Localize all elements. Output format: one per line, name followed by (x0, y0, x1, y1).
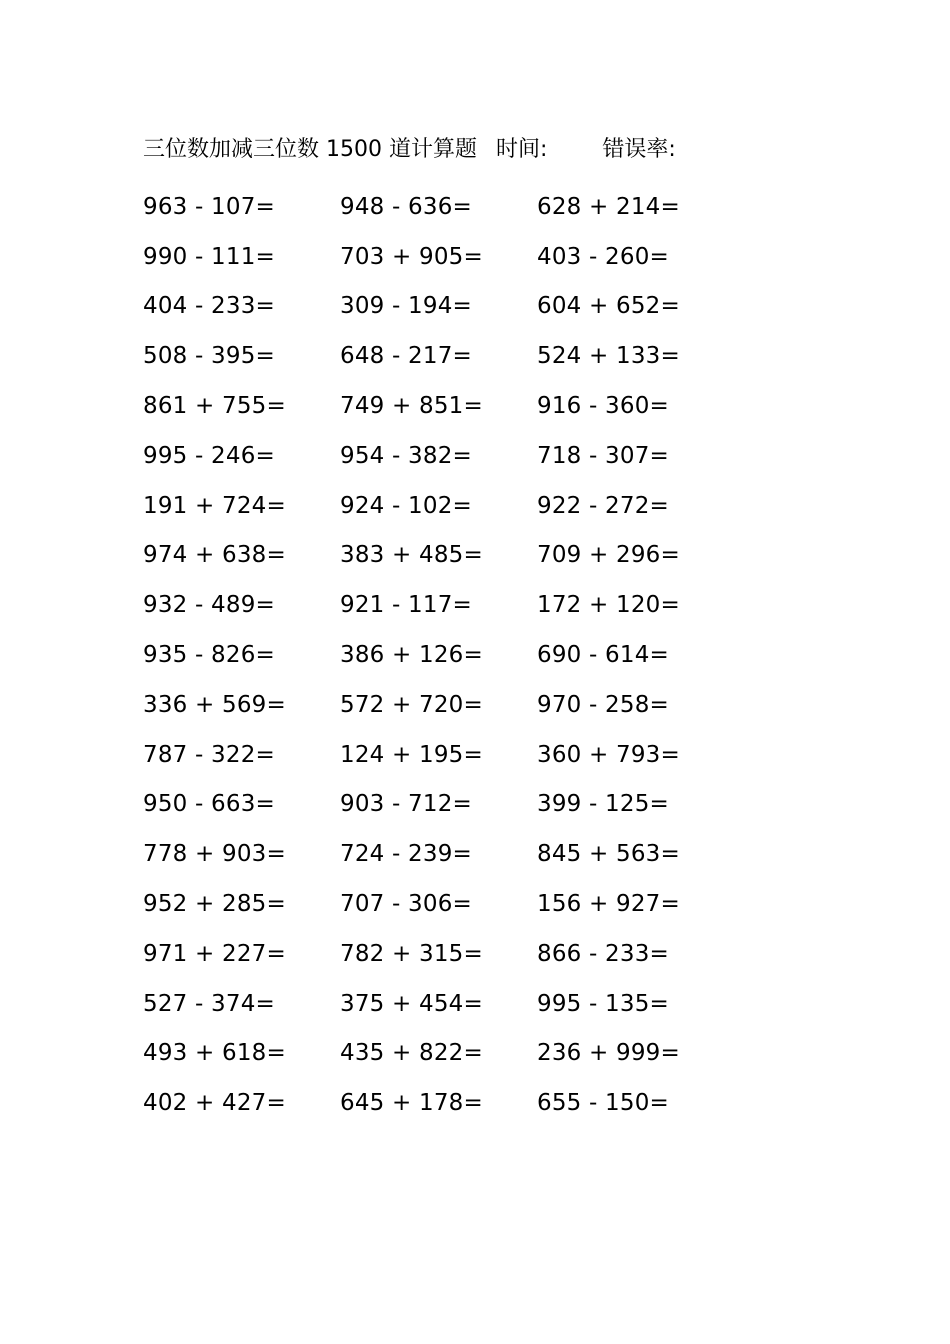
math-problem: 524 + 133= (537, 343, 680, 370)
math-problem: 236 + 999= (537, 1040, 680, 1067)
math-problem: 921 - 117= (340, 592, 472, 619)
math-problem: 690 - 614= (537, 642, 669, 669)
math-problem: 954 - 382= (340, 442, 472, 469)
math-problem: 718 - 307= (537, 442, 669, 469)
math-problem: 402 + 427= (143, 1090, 286, 1117)
math-problem: 963 - 107= (143, 193, 275, 220)
math-problem: 749 + 851= (340, 393, 483, 420)
problem-row (143, 282, 763, 332)
problem-row (143, 381, 763, 431)
math-problem: 403 - 260= (537, 243, 669, 270)
math-problem: 778 + 903= (143, 841, 286, 868)
math-problem: 995 - 135= (537, 990, 669, 1017)
math-problem: 845 + 563= (537, 841, 680, 868)
math-problem: 156 + 927= (537, 891, 680, 918)
math-problem: 172 + 120= (537, 592, 680, 619)
math-problem: 572 + 720= (340, 691, 483, 718)
math-problem: 435 + 822= (340, 1040, 483, 1067)
math-problem: 935 - 826= (143, 642, 275, 669)
math-problem: 995 - 246= (143, 442, 275, 469)
problem-row (143, 780, 763, 830)
math-problem: 628 + 214= (537, 193, 680, 220)
math-problem: 952 + 285= (143, 891, 286, 918)
math-problem: 191 + 724= (143, 492, 286, 519)
math-problem: 861 + 755= (143, 393, 286, 420)
math-problem: 866 - 233= (537, 940, 669, 967)
math-problem: 404 - 233= (143, 293, 275, 320)
math-problem: 360 + 793= (537, 741, 680, 768)
math-problem: 903 - 712= (340, 791, 472, 818)
problem-row (143, 829, 763, 879)
error-rate-label: 错误率: (602, 137, 676, 162)
math-problem: 383 + 485= (340, 542, 483, 569)
math-problem: 508 - 395= (143, 343, 275, 370)
math-problem: 932 - 489= (143, 592, 275, 619)
math-problem: 527 - 374= (143, 990, 275, 1017)
problem-row (143, 630, 763, 680)
problem-row (143, 331, 763, 381)
math-problem: 924 - 102= (340, 492, 472, 519)
time-label: 时间: (495, 137, 548, 162)
problem-row (143, 232, 763, 282)
problem-row (143, 879, 763, 929)
math-problem: 399 - 125= (537, 791, 669, 818)
math-problem: 916 - 360= (537, 393, 669, 420)
problem-row (143, 431, 763, 481)
problem-row (143, 531, 763, 581)
math-problem: 922 - 272= (537, 492, 669, 519)
problem-row (143, 580, 763, 630)
math-problem: 782 + 315= (340, 940, 483, 967)
problem-row (143, 1078, 763, 1128)
math-problem: 336 + 569= (143, 691, 286, 718)
math-problem: 970 - 258= (537, 691, 669, 718)
problem-row (143, 929, 763, 979)
problem-row (143, 730, 763, 780)
math-problem: 375 + 454= (340, 990, 483, 1017)
problem-row (143, 182, 763, 232)
math-problem: 974 + 638= (143, 542, 286, 569)
math-problem: 493 + 618= (143, 1040, 286, 1067)
math-problem: 645 + 178= (340, 1090, 483, 1117)
problem-row (143, 481, 763, 531)
problem-row (143, 680, 763, 730)
math-problem: 971 + 227= (143, 940, 286, 967)
math-problem: 950 - 663= (143, 791, 275, 818)
worksheet-header (143, 133, 676, 167)
math-problem: 948 - 636= (340, 193, 472, 220)
math-problem: 703 + 905= (340, 243, 483, 270)
math-problem: 787 - 322= (143, 741, 275, 768)
math-problem: 709 + 296= (537, 542, 680, 569)
math-problem: 707 - 306= (340, 891, 472, 918)
math-problem: 648 - 217= (340, 343, 472, 370)
problem-row (143, 1029, 763, 1079)
page-title: 三位数加减三位数 1500 道计算题 (143, 137, 477, 162)
math-problem: 655 - 150= (537, 1090, 669, 1117)
math-problem: 990 - 111= (143, 243, 275, 270)
math-problem: 124 + 195= (340, 741, 483, 768)
problem-grid (143, 182, 763, 1128)
math-problem: 309 - 194= (340, 293, 472, 320)
problem-row (143, 979, 763, 1029)
math-problem: 604 + 652= (537, 293, 680, 320)
math-problem: 724 - 239= (340, 841, 472, 868)
math-problem: 386 + 126= (340, 642, 483, 669)
